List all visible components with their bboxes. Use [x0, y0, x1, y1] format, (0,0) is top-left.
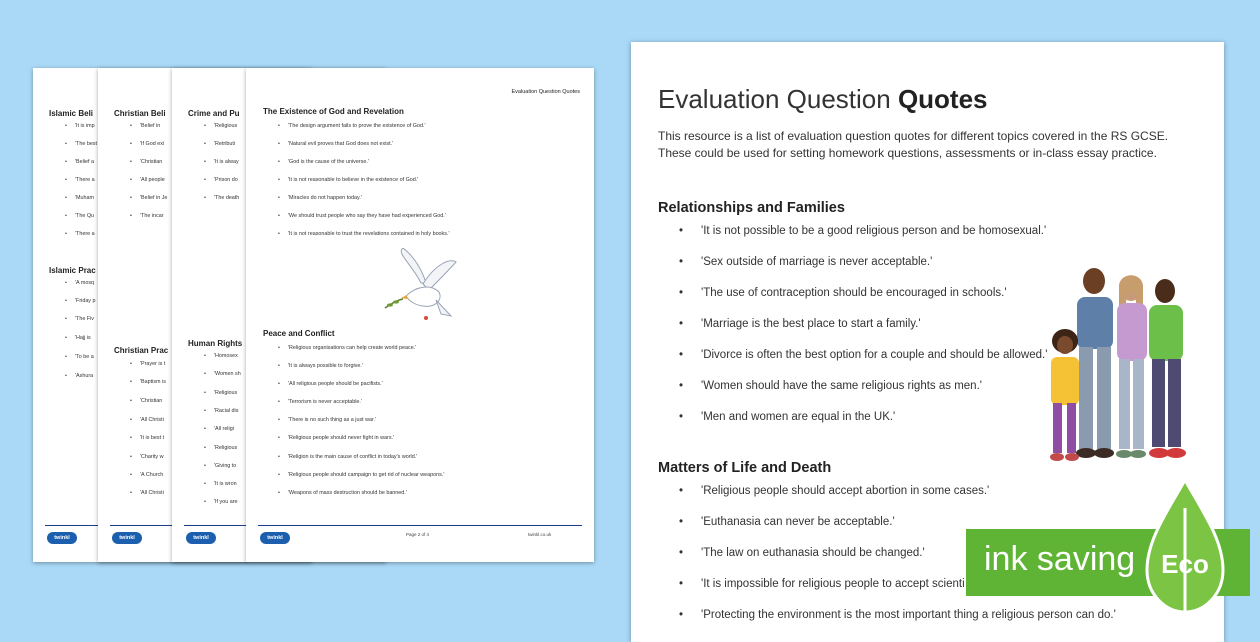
list-item: • 'Religious: [214, 445, 237, 451]
ink-saving-label: ink saving: [984, 540, 1136, 578]
list-item: • 'It is imp: [75, 123, 95, 129]
title-plain: Evaluation Question: [658, 84, 898, 114]
twinkl-logo: twinkl: [260, 532, 290, 544]
page-number: Page 2 of 4: [406, 532, 430, 537]
list-item: • 'Prison do: [214, 177, 238, 183]
list-item: • 'Terrorism is never acceptable.': [288, 399, 362, 405]
list-item: • 'Christian: [140, 159, 162, 165]
list-item: • 'Racial dis: [214, 408, 238, 414]
page-heading: The Existence of God and Revelation: [263, 107, 404, 116]
family-illustration: [1039, 267, 1204, 467]
list-item: • 'Miracles do not happen today.': [288, 195, 362, 201]
list-item: • 'The law on euthanasia should be changed.': [701, 547, 925, 559]
list-item: • 'All people: [140, 177, 165, 183]
list-item: • 'All Christi: [140, 490, 164, 496]
intro-text: This resource is a list of evaluation question quotes for different topics covered in the RS GCSE. These could be used for setting homework questions, assessments or in-class essay practice.: [658, 129, 1169, 160]
list-item: • 'There a: [75, 177, 95, 183]
list-item: • 'There a: [75, 231, 95, 237]
list-item: • 'All Christi: [140, 417, 164, 423]
list-item: • 'Religious organisations can help create world peace.': [288, 345, 416, 351]
twinkl-logo: twinkl: [112, 532, 142, 544]
page-heading: Crime and Pu: [188, 109, 240, 118]
list-item: • 'To be a: [75, 354, 94, 360]
list-item: • 'The death: [214, 195, 239, 201]
page-heading: Peace and Conflict: [263, 329, 335, 338]
dove-icon: [381, 248, 461, 328]
eco-leaf-label: Eco: [1161, 549, 1209, 579]
title-bold: Quotes: [897, 84, 988, 114]
list-item: • 'It is not possible to be a good religious person and be homosexual.': [701, 225, 1046, 237]
list-item: • 'Retributi: [214, 141, 235, 147]
list-item: • 'All religious people should be pacifists.': [288, 381, 383, 387]
list-item: • 'God is the cause of the universe.': [288, 159, 369, 165]
list-item: • 'The use of contraception should be encouraged in schools.': [701, 287, 1007, 299]
list-item: • 'Women should have the same religious rights as men.': [701, 380, 982, 392]
list-item: • 'Religious people should never fight in wars.': [288, 435, 394, 441]
list-item: • 'It is not reasonable to believe in the existence of God.': [288, 177, 418, 183]
list-item: • 'We should trust people who say they have had experienced God.': [288, 213, 446, 219]
list-item: • 'The Qu: [75, 213, 94, 219]
list-item: • 'Belief in Je: [140, 195, 167, 201]
list-item: • 'The best: [75, 141, 97, 147]
footer-line: [258, 525, 582, 526]
list-item: • 'It is alway: [214, 159, 239, 165]
page-heading: Christian Beli: [114, 109, 166, 118]
list-item: • 'Religious: [214, 390, 237, 396]
list-item: • 'Divorce is often the best option for a couple and should be allowed.': [701, 349, 1047, 361]
list-item: • 'Men and women are equal in the UK.': [701, 411, 895, 423]
section-heading-relationships: Relationships and Families: [658, 200, 845, 216]
page-title: [658, 84, 988, 115]
preview-page-god-peace: [246, 68, 594, 562]
list-item: • 'Belief in: [140, 123, 160, 129]
list-item: • 'The design argument fails to prove the existence of God.': [288, 123, 426, 129]
list-item: • 'It is always possible to forgive.': [288, 363, 363, 369]
page-heading: Human Rights: [188, 339, 243, 348]
list-item: • 'Baptism is: [140, 379, 166, 385]
list-item: • 'Protecting the environment is the most important thing a religious person can do.': [701, 609, 1116, 621]
list-item: • 'Muham: [75, 195, 94, 201]
page-heading: Islamic Prac: [49, 266, 96, 275]
list-item: • 'All religi: [214, 426, 234, 432]
running-head: Evaluation Question Quotes: [511, 89, 580, 95]
list-item: • 'It is wron: [214, 481, 237, 487]
list-item: • 'Hajj is: [75, 335, 91, 341]
list-item: • 'Homosex: [214, 353, 238, 359]
page-heading: Christian Prac: [114, 346, 169, 355]
list-item: • 'Religious: [214, 123, 237, 129]
list-item: • 'Euthanasia can never be acceptable.': [701, 516, 895, 528]
list-item: • 'There is no such thing as a just war.': [288, 417, 376, 423]
list-item: • 'It is not reasonable to trust the revelations contained in holy books.': [288, 231, 449, 237]
list-item: • 'Religious people should accept abortion in some cases.': [701, 485, 989, 497]
list-item: • 'A mosq: [75, 280, 94, 286]
list-item: • 'The incar: [140, 213, 164, 219]
list-item: • 'Weapons of mass destruction should be banned.': [288, 490, 407, 496]
list-item: • 'Christian: [140, 398, 162, 404]
list-item: • 'Prayer is t: [140, 361, 165, 367]
eco-leaf-icon: [1145, 478, 1225, 630]
list-item: • 'Ashura: [75, 373, 93, 379]
list-item: • 'Religion is the main cause of conflict in today's world.': [288, 454, 417, 460]
list-item: • 'Giving to: [214, 463, 236, 469]
twinkl-logo: twinkl: [47, 532, 77, 544]
list-item: • 'It is impossible for religious people to accept scienti: [701, 578, 965, 590]
list-item: • 'The Fiv: [75, 316, 94, 322]
list-item: • 'A Church: [140, 472, 163, 478]
list-item: • 'Belief a: [75, 159, 94, 165]
list-item: • 'Friday p: [75, 298, 96, 304]
twinkl-logo: twinkl: [186, 532, 216, 544]
list-item: • 'Sex outside of marriage is never acceptable.': [701, 256, 932, 268]
list-item: • 'It is best t: [140, 435, 164, 441]
list-item: • 'Natural evil proves that God does not exist.': [288, 141, 393, 147]
list-item: • 'Religious people should campaign to get rid of nuclear weapons.': [288, 472, 444, 478]
list-item: • 'Charity w: [140, 454, 164, 460]
list-item: • 'Women sh: [214, 371, 241, 377]
list-item: • 'If you are: [214, 499, 238, 505]
section-heading-life-death: Matters of Life and Death: [658, 460, 832, 476]
page-heading: Islamic Beli: [49, 109, 94, 118]
site-url: twinkl.co.uk: [528, 532, 552, 537]
list-item: • 'If God exi: [140, 141, 164, 147]
list-item: • 'Marriage is the best place to start a family.': [701, 318, 921, 330]
